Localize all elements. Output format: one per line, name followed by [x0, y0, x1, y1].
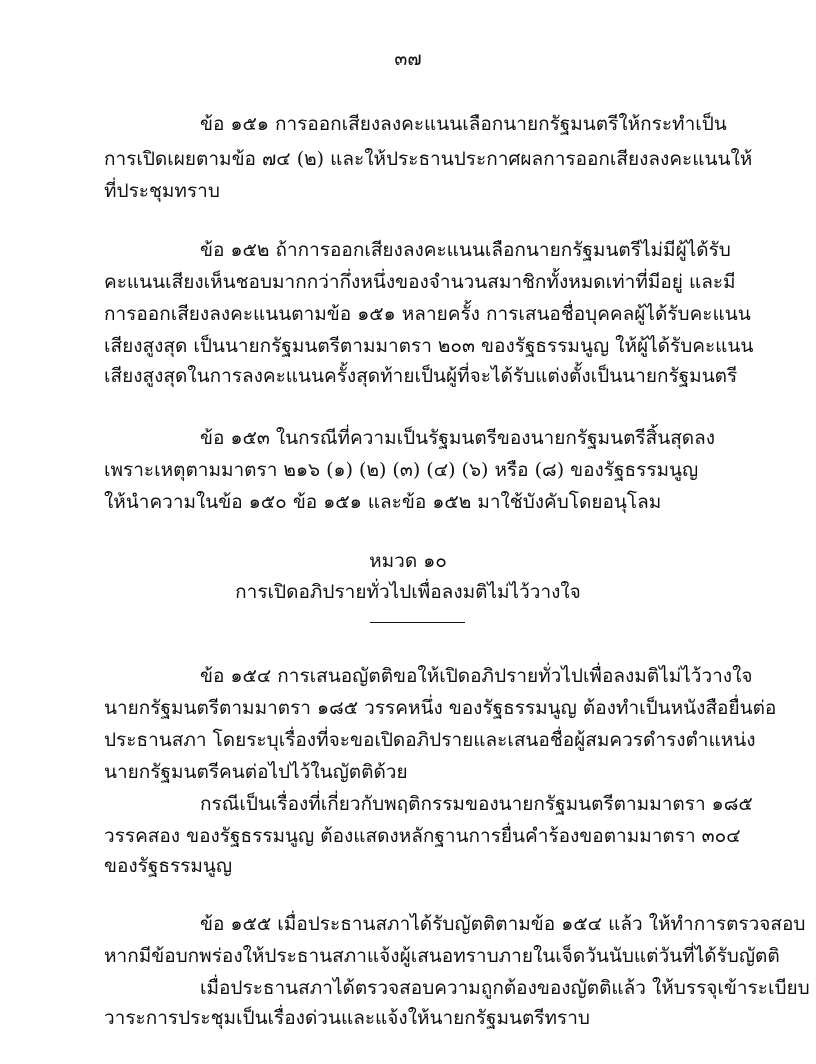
clause-152-line-2: คะแนนเสียงเห็นชอบมากกว่ากึ่งหนึ่งของจำนวนสมาชิกทั้งหมดเท่าที่มีอยู่ และมี [104, 271, 736, 293]
clause-154-line-6: วรรคสอง ของรัฐธรรมนูญ ต้องแสดงหลักฐานการยื่นคำร้องขอตามมาตรา ๓๐๔ [104, 825, 741, 847]
chapter-number: หมวด ๑๐ [369, 550, 447, 572]
clause-154-line-3: ประธานสภา โดยระบุเรื่องที่จะขอเปิดอภิปรายและเสนอชื่อผู้สมควรดำรงตำแหน่ง [104, 729, 756, 751]
clause-155-line-3: เมื่อประธานสภาได้ตรวจสอบความถูกต้องของญัตติแล้ว ให้บรรจุเข้าระเบียบ [200, 977, 810, 999]
page-number: ๓๗ [394, 48, 422, 70]
clause-154-line-5: กรณีเป็นเรื่องที่เกี่ยวกับพฤติกรรมของนายกรัฐมนตรีตามมาตรา ๑๘๕ [200, 793, 753, 815]
clause-154-line-2: นายกรัฐมนตรีตามมาตรา ๑๘๕ วรรคหนึ่ง ของรัฐธรรมนูญ ต้องทำเป็นหนังสือยื่นต่อ [104, 697, 777, 719]
clause-153-line-1: ข้อ ๑๕๓ ในกรณีที่ความเป็นรัฐมนตรีของนายกรัฐมนตรีสิ้นสุดลง [200, 427, 716, 449]
clause-153-line-2: เพราะเหตุตามมาตรา ๒๑๖ (๑) (๒) (๓) (๔) (๖) หรือ (๘) ของรัฐธรรมนูญ [104, 459, 699, 481]
clause-154-line-4: นายกรัฐมนตรีคนต่อไปไว้ในญัตติด้วย [104, 761, 408, 783]
clause-154-line-7: ของรัฐธรรมนูญ [104, 855, 233, 877]
clause-155-line-4: วาระการประชุมเป็นเรื่องด่วนและแจ้งให้นายกรัฐมนตรีทราบ [104, 1007, 590, 1029]
clause-153-line-3: ให้นำความในข้อ ๑๕๐ ข้อ ๑๕๑ และข้อ ๑๕๒ มาใช้บังคับโดยอนุโลม [104, 491, 662, 513]
divider-rule [370, 622, 465, 623]
clause-155-line-1: ข้อ ๑๕๕ เมื่อประธานสภาได้รับญัตติตามข้อ ๑๕๔ แล้ว ให้ทำการตรวจสอบ [200, 913, 806, 935]
clause-152-line-1: ข้อ ๑๕๒ ถ้าการออกเสียงลงคะแนนเลือกนายกรัฐมนตรีไม่มีผู้ได้รับ [200, 239, 731, 261]
clause-154-line-1: ข้อ ๑๕๔ การเสนอญัตติขอให้เปิดอภิปรายทั่วไปเพื่อลงมติไม่ไว้วางใจ [200, 665, 753, 687]
clause-152-line-3: การออกเสียงลงคะแนนตามข้อ ๑๕๑ หลายครั้ง การเสนอชื่อบุคคลผู้ได้รับคะแนน [104, 303, 751, 325]
clause-152-line-5: เสียงสูงสุดในการลงคะแนนครั้งสุดท้ายเป็นผู้ที่จะได้รับแต่งตั้งเป็นนายกรัฐมนตรี [104, 365, 738, 387]
clause-151-line-1: ข้อ ๑๕๑ การออกเสียงลงคะแนนเลือกนายกรัฐมนตรีให้กระทำเป็น [200, 113, 727, 135]
clause-151-line-2: การเปิดเผยตามข้อ ๗๔ (๒) และให้ประธานประกาศผลการออกเสียงลงคะแนนให้ [104, 148, 753, 170]
chapter-title: การเปิดอภิปรายทั่วไปเพื่อลงมติไม่ไว้วางใจ [235, 581, 581, 603]
clause-155-line-2: หากมีข้อบกพร่องให้ประธานสภาแจ้งผู้เสนอทราบภายในเจ็ดวันนับแต่วันที่ได้รับญัตติ [104, 945, 780, 967]
clause-151-line-3: ที่ประชุมทราบ [104, 180, 220, 202]
clause-152-line-4: เสียงสูงสุด เป็นนายกรัฐมนตรีตามมาตรา ๒๐๓ ของรัฐธรรมนูญ ให้ผู้ได้รับคะแนน [104, 335, 754, 357]
